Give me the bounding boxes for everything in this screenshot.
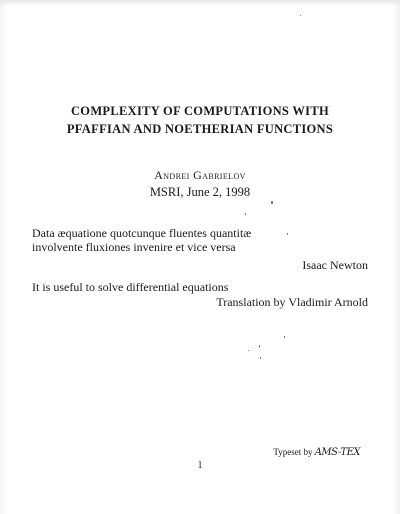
typeset-note <box>273 447 360 458</box>
epigraph-latin-line-2: involvente fluxiones invenire et vice versa <box>32 240 236 254</box>
scan-speck <box>287 233 288 235</box>
author-name: Andrei Gabrielov <box>154 168 246 182</box>
scan-speck <box>245 213 246 215</box>
scan-speck <box>300 15 301 16</box>
epigraph-latin-line-1: Data æquatione quotcunque fluentes quantitæ <box>32 226 252 240</box>
scan-shadow <box>0 0 400 6</box>
scan-speck <box>260 357 261 359</box>
typeset-prefix: Typeset by <box>273 447 313 457</box>
scan-speck <box>284 336 285 338</box>
paper-title-line-1: COMPLEXITY OF COMPUTATIONS WITH <box>70 104 330 118</box>
page-number: 1 <box>197 460 203 471</box>
translation-credit: Translation by Vladimir Arnold <box>216 295 368 309</box>
paper-title-line-2: PFAFFIAN AND NOETHERIAN FUNCTIONS <box>66 122 334 136</box>
affiliation-date: MSRI, June 2, 1998 <box>149 185 251 199</box>
epigraph-translation: It is useful to solve differential equations <box>32 280 229 294</box>
scan-speck <box>248 350 249 351</box>
ams-tex-logo: AMS-TEX <box>314 447 360 458</box>
scan-speck <box>259 345 260 348</box>
scan-speck <box>271 201 273 204</box>
epigraph-author: Isaac Newton <box>302 258 368 272</box>
